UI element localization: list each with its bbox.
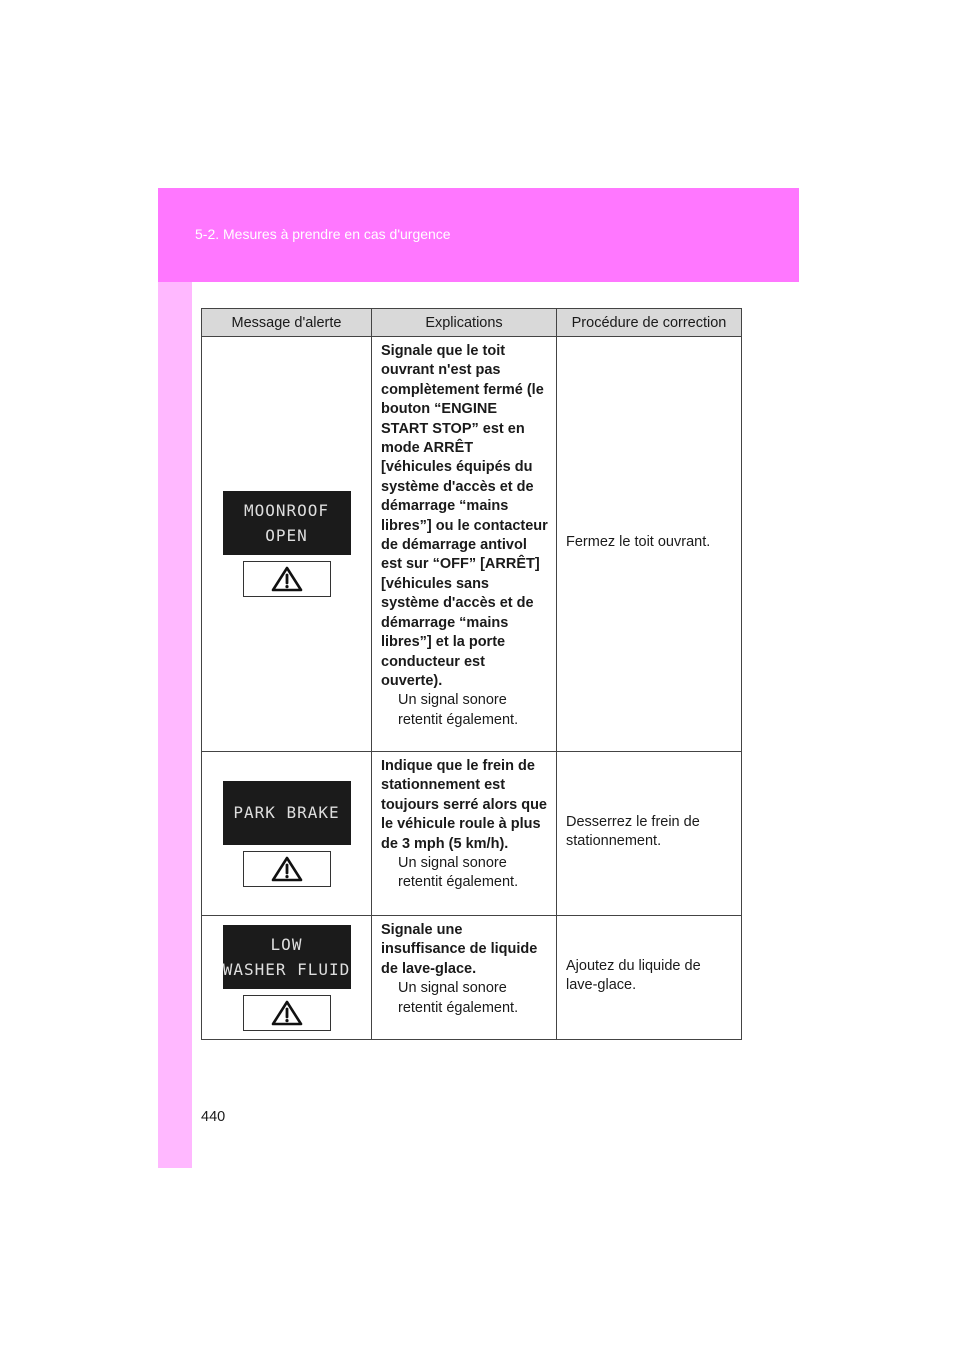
display-line: WASHER FLUID [222, 959, 351, 979]
display-line: PARK BRAKE [233, 803, 340, 822]
buzzer-note: Un signal sonore retentit également. [398, 980, 519, 1016]
table-header-row [202, 309, 742, 337]
column-header-message: Message d'alerte [202, 309, 372, 337]
explanation-cell [372, 337, 557, 752]
explanation-text: Signale une insuffisance de liquide de lave-glace. [381, 922, 538, 977]
section-title: 5-2. Mesures à prendre en cas d'urgence [195, 226, 451, 242]
explanation-cell [372, 752, 557, 916]
column-header-explanations: Explications [372, 309, 557, 337]
message-display [223, 781, 351, 845]
message-display [223, 491, 351, 555]
explanation-cell [372, 916, 557, 1040]
correction-cell: Desserrez le frein de stationnement. [557, 752, 742, 916]
correction-cell: Ajoutez du liquide de lave-glace. [557, 916, 742, 1040]
display-line: MOONROOF [243, 501, 330, 520]
buzzer-note: Un signal sonore retentit également. [398, 692, 519, 728]
correction-cell: Fermez le toit ouvrant. [557, 337, 742, 752]
warning-triangle-icon [243, 851, 331, 887]
column-header-correction: Procédure de correction [557, 309, 742, 337]
warning-triangle-icon [243, 995, 331, 1031]
display-line: OPEN [265, 526, 308, 545]
message-cell [202, 337, 372, 752]
page-number: 440 [201, 1109, 226, 1125]
explanation-text: Signale que le toit ouvrant n'est pas complètement fermé (le bouton “ENGINE START STOP” est en mode ARRÊT [véhicules équipés du système d'accès et de démarrage “mains libres”] ou le contacteur de démarrage antivol est sur “OFF” [ARRÊT] [véhicules sans système d'accès et de démarrage “mains libres”] et la porte conducteur est ouverte). [381, 343, 548, 689]
message-display [223, 925, 351, 989]
side-tab-strip [158, 282, 192, 1168]
table-row [202, 337, 742, 752]
display-line: LOW [270, 934, 303, 954]
message-cell [202, 916, 372, 1040]
buzzer-note: Un signal sonore retentit également. [398, 855, 519, 891]
warning-triangle-icon [243, 561, 331, 597]
table-row [202, 752, 742, 916]
explanation-text: Indique que le frein de stationnement est toujours serré alors que le véhicule roule à plus de 3 mph (5 km/h). [381, 758, 547, 852]
warning-message-table [201, 308, 742, 1040]
message-cell [202, 752, 372, 916]
table-row [202, 916, 742, 1040]
